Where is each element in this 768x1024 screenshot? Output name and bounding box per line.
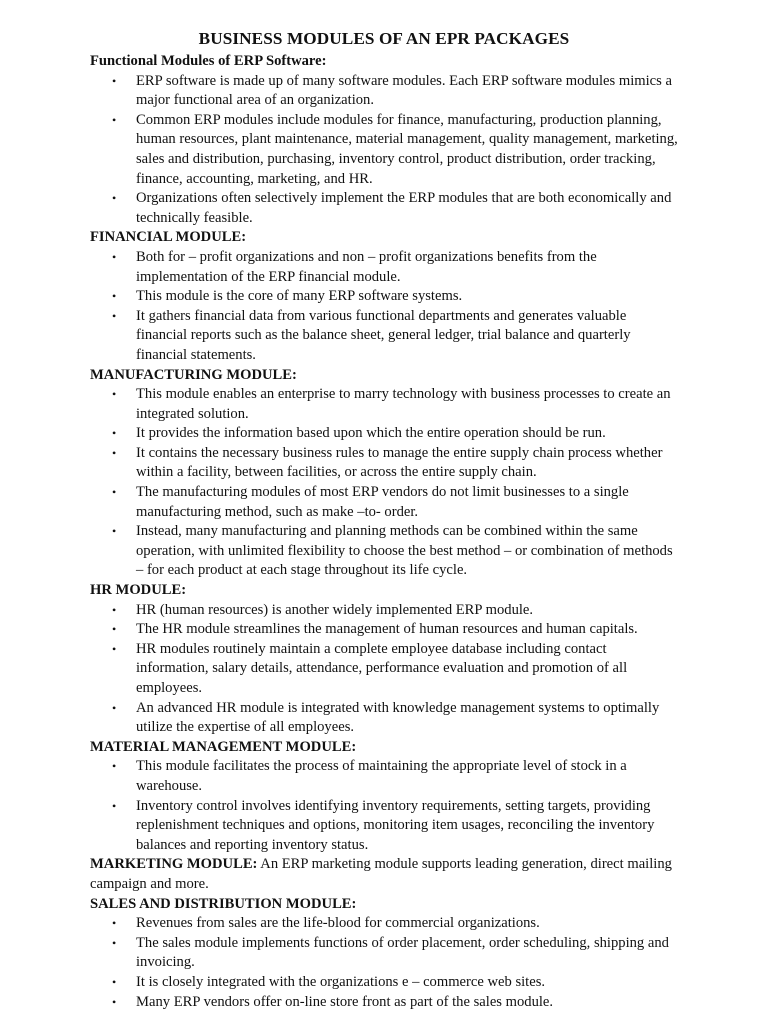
bullet-list [90,248,678,366]
section-heading: FINANCIAL MODULE: [90,229,247,246]
bullet-icon: • [112,935,117,950]
list-item: • Many ERP vendors offer on-line store front as part of the sales module. [90,993,678,1013]
bullet-icon: • [112,700,117,715]
bullet-icon: • [112,191,117,206]
bullet-list [90,601,678,738]
list-item: • It contains the necessary business rules to manage the entire supply chain process whether within a facility, between facilities, or across the entire supply chain. [112,444,663,481]
bullet-icon: • [112,916,117,931]
section-financial-module [90,228,678,365]
section-heading: HR MODULE: [90,582,187,599]
list-item: • Both for – profit organizations and non – profit organizations benefits from the implementation of the ERP financial module. [112,248,597,285]
bullet-icon: • [112,445,117,460]
document-title: BUSINESS MODULES OF AN EPR PACKAGES [198,29,570,48]
list-item: • The sales module implements functions of order placement, order scheduling, shipping and invoicing. [112,934,669,971]
bullet-icon: • [112,485,117,500]
section-hr-module [90,581,678,738]
bullet-icon: • [112,73,117,88]
bullet-icon: • [112,798,117,813]
bullet-list [90,757,678,855]
list-item: • The HR module streamlines the management of human resources and human capitals. [90,620,678,640]
section-heading: Functional Modules of ERP Software: [90,53,327,69]
section-marketing-module [90,855,678,894]
bullet-icon: • [112,387,117,402]
list-item: • It provides the information based upon which the entire operation should be run. [90,424,678,444]
bullet-icon: • [112,759,117,774]
bullet-list [90,72,678,229]
bullet-icon: • [112,641,117,656]
bullet-icon: • [112,308,117,323]
section-material-management-module [90,738,678,856]
list-item: • HR modules routinely maintain a complete employee database including contact information, salary details, attendance, performance evaluation and promotion of all employees. [112,640,628,696]
list-item: • The manufacturing modules of most ERP vendors do not limit businesses to a single manufacturing method, such as make –to- order. [112,484,629,520]
section-heading: MATERIAL MANAGEMENT MODULE: [90,738,357,755]
list-item: • It is closely integrated with the organizations e – commerce web sites. [90,973,678,993]
list-item: • Revenues from sales are the life-blood for commercial organizations. [90,914,678,934]
list-item: • Organizations often selectively implement the ERP modules that are both economically and technically feasible. [112,190,672,226]
list-item: • An advanced HR module is integrated with knowledge management systems to optimally utilize the expertise of all employees. [112,699,660,736]
section-heading: MANUFACTURING MODULE: [90,366,297,383]
list-item: • Inventory control involves identifying inventory requirements, setting targets, providing replenishment techniques and options, monitoring item usages, reconciling the inventory balances and reporting inventory status. [112,797,655,853]
list-item: • Common ERP modules include modules for finance, manufacturing, production planning, human resources, plant maintenance, material management, quality management, marketing, sales and distribution, purchasing, inventory control, product distribution, order tracking, finance, accounting, marketing, and HR. [112,111,678,187]
bullet-icon: • [112,974,117,989]
bullet-icon: • [112,426,117,441]
bullet-icon: • [112,602,117,617]
marketing-text: An ERP marketing module supports leading generation, direct mailing campaign and more. [90,856,672,892]
bullet-icon: • [112,622,117,637]
section-manufacturing-module [90,366,678,582]
list-item: • This module enables an enterprise to marry technology with business processes to create an integrated solution. [112,386,671,422]
bullet-list [90,914,678,1012]
section-functional-modules [90,52,678,228]
list-item: • HR (human resources) is another widely implemented ERP module. [90,601,678,621]
bullet-icon: • [112,994,117,1009]
list-item: • ERP software is made up of many software modules. Each ERP software modules mimics a major functional area of an organization. [112,72,672,109]
bullet-icon: • [112,249,117,264]
bullet-list [90,385,678,581]
section-sales-distribution-module [90,895,678,1013]
list-item: • This module facilitates the process of maintaining the appropriate level of stock in a warehouse. [112,758,627,794]
bullet-icon: • [112,524,117,539]
list-item: • Instead, many manufacturing and planning methods can be combined within the same operation, with unlimited flexibility to choose the best method – or combination of methods – for each product at each stage throughout its life cycle. [112,523,673,579]
section-heading: SALES AND DISTRIBUTION MODULE: [90,895,357,912]
list-item: • It gathers financial data from various functional departments and generates valuable financial reports such as the balance sheet, general ledger, trial balance and quarterly financial statements. [112,307,631,363]
bullet-icon: • [112,289,117,304]
list-item: • This module is the core of many ERP software systems. [90,287,678,307]
section-heading: MARKETING MODULE: [90,856,258,873]
bullet-icon: • [112,112,117,127]
